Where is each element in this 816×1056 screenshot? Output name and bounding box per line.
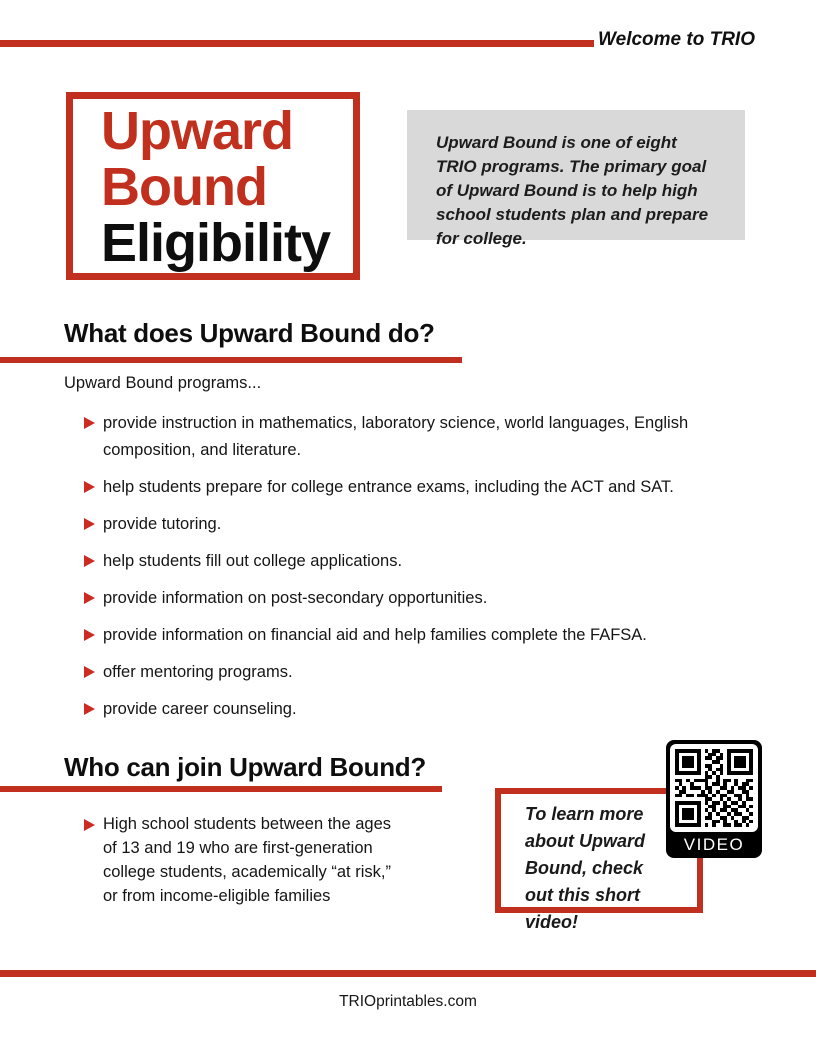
intro-box	[407, 110, 745, 248]
qr-window	[670, 744, 758, 832]
bullet-triangle-icon	[84, 417, 95, 429]
header-tagline: Welcome to TRIO	[598, 29, 755, 50]
list-item	[84, 585, 704, 612]
bullet-triangle-icon	[84, 555, 95, 567]
bullet-text: provide information on financial aid and help families complete the FAFSA.	[103, 626, 647, 644]
list-item	[84, 696, 704, 723]
bullet-triangle-icon	[84, 629, 95, 641]
list-item	[84, 812, 414, 908]
title-card	[66, 92, 360, 280]
footer-rule	[0, 970, 816, 977]
qr-badge	[666, 740, 762, 858]
bullet-triangle-icon	[84, 481, 95, 493]
bullet-triangle-icon	[84, 819, 95, 831]
bullet-text: provide information on post-secondary opportunities.	[103, 589, 488, 607]
bullet-triangle-icon	[84, 518, 95, 530]
bullet-text: provide tutoring.	[103, 515, 222, 533]
bullet-triangle-icon	[84, 592, 95, 604]
bullet-text: provide career counseling.	[103, 700, 297, 718]
title-line-bound: Bound	[101, 157, 267, 217]
section-underline-who	[0, 786, 442, 792]
footer-site: TRIOprintables.com	[339, 993, 477, 1010]
bullet-list-what	[84, 410, 704, 733]
list-item	[84, 511, 704, 538]
list-item	[84, 410, 704, 464]
title-line-eligibility: Eligibility	[101, 213, 331, 273]
list-item	[84, 622, 704, 649]
bullet-triangle-icon	[84, 703, 95, 715]
bullet-text: help students prepare for college entrance exams, including the ACT and SAT.	[103, 478, 674, 496]
header-rule	[0, 40, 594, 47]
section-underline-what	[0, 357, 462, 363]
lead-text: Upward Bound programs...	[64, 374, 262, 392]
section-heading-what: What does Upward Bound do?	[64, 318, 435, 348]
intro-text: Upward Bound is one of eight TRIO programs. The primary goal of Upward Bound is to help high school students plan and prepare for college.	[436, 133, 709, 248]
bullet-text: High school students between the ages of 13 and 19 who are first-generation college students, academically “at risk,” or from income-eligible families	[103, 815, 392, 905]
bullet-text: help students fill out college applications.	[103, 552, 403, 570]
bullet-text: offer mentoring programs.	[103, 663, 293, 681]
section-heading-who: Who can join Upward Bound?	[64, 752, 426, 782]
bullet-text: provide instruction in mathematics, laboratory science, world languages, English composition, and literature.	[103, 414, 689, 459]
video-callout-text: To learn more about Upward Bound, check out this short video!	[525, 804, 645, 932]
title-line-upward: Upward	[101, 101, 294, 161]
list-item	[84, 474, 704, 501]
list-item	[84, 548, 704, 575]
bullet-triangle-icon	[84, 666, 95, 678]
qr-code-icon	[675, 749, 753, 827]
bullet-list-who	[84, 812, 414, 908]
list-item	[84, 659, 704, 686]
qr-video-label: VIDEO	[683, 835, 745, 854]
